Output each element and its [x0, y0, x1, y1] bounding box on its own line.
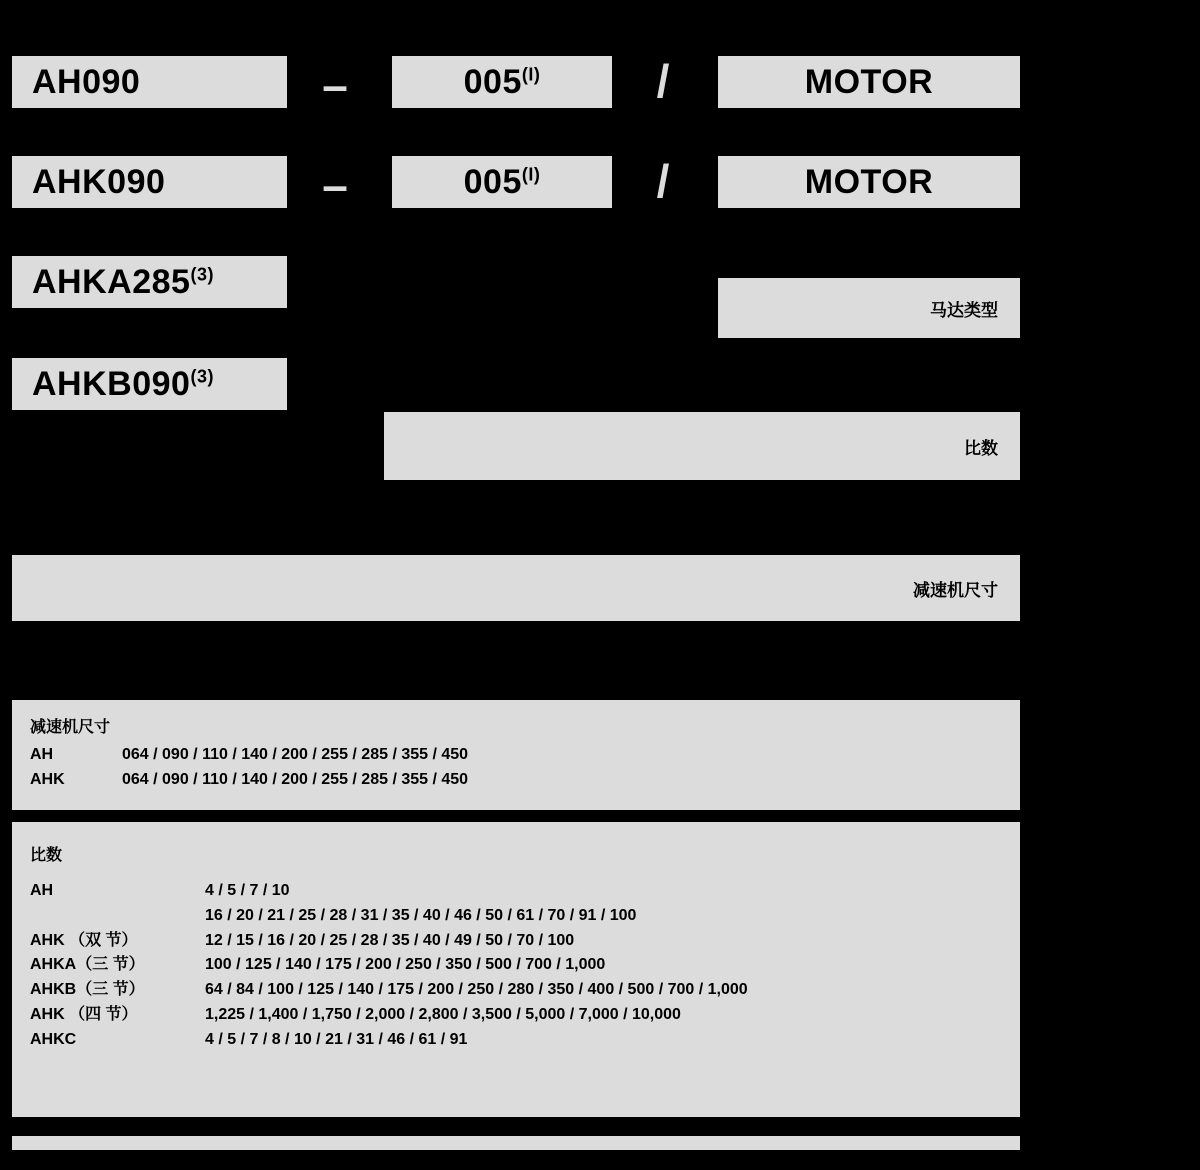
- bottom-divider: [12, 1136, 1020, 1150]
- legend-gearbox-size-key-1: AHK: [30, 770, 65, 788]
- motor-code-label-1: MOTOR: [804, 63, 934, 101]
- callout-gearbox-size-label: 减速机尺寸: [913, 580, 998, 600]
- legend-ratio-value-3: 100 / 125 / 140 / 175 / 200 / 250 / 350 / 500 / 700 / 1,000: [205, 956, 606, 974]
- callout-ratio: [384, 412, 1020, 480]
- model-code-label-2: AHK090: [32, 163, 166, 201]
- legend-ratio-key-3: AHKA（三 节）: [30, 956, 145, 974]
- model-code-label-3: AHKA285$^{(3)}$: [32, 263, 214, 301]
- separator-slash-2: /: [656, 155, 670, 207]
- legend-ratio-row: [30, 904, 1002, 929]
- model-code-box-2: [12, 156, 287, 208]
- legend-ratio-key-1: [30, 904, 205, 929]
- legend-gearbox-size-row: [30, 768, 1002, 793]
- ratio-code-label-2: $005^{(I)}$: [463, 163, 541, 201]
- ratio-code-box-2: [392, 156, 612, 208]
- model-code-box-4: [12, 358, 287, 410]
- ratio-code-box-1: [392, 56, 612, 108]
- legend-gearbox-size-value-1: 064 / 090 / 110 / 140 / 200 / 255 / 285 / 355 / 450: [122, 770, 469, 788]
- legend-ratio-key-5: AHK （四 节）: [30, 1005, 138, 1023]
- legend-gearbox-size-key-0: AH: [30, 746, 54, 763]
- legend-ratio-title: 比数: [30, 847, 63, 864]
- legend-gearbox-size-row: [30, 743, 1002, 768]
- legend-ratio-row: [30, 929, 1002, 954]
- legend-ratio-row: [30, 1028, 1002, 1053]
- callout-gearbox-size: [12, 555, 1020, 621]
- model-code-label-4: AHKB090$^{(3)}$: [32, 365, 214, 403]
- callout-ratio-label: 比数: [964, 438, 998, 458]
- separator-dash-1: –: [322, 59, 348, 111]
- legend-gearbox-size: [12, 700, 1020, 810]
- legend-ratio-row: [30, 879, 1002, 904]
- motor-code-box-2: [718, 156, 1020, 208]
- legend-ratio-row: [30, 1003, 1002, 1028]
- legend-ratio-key-6: AHKC: [30, 1030, 77, 1048]
- callout-motor-type-label: 马达类型: [930, 300, 998, 320]
- legend-gearbox-size-title: 减速机尺寸: [30, 719, 111, 736]
- legend-gearbox-size-value-0: 064 / 090 / 110 / 140 / 200 / 255 / 285 / 355 / 450: [122, 746, 469, 763]
- motor-code-label-2: MOTOR: [804, 163, 934, 201]
- model-code-box-3: [12, 256, 287, 308]
- motor-code-box-1: [718, 56, 1020, 108]
- legend-ratio-key-0: AH: [30, 882, 54, 899]
- legend-ratio-value-0: 4 / 5 / 7 / 10: [205, 882, 290, 899]
- separator-slash-1: /: [656, 55, 670, 107]
- separator-dash-2: –: [322, 159, 348, 211]
- legend-ratio-value-6: 4 / 5 / 7 / 8 / 10 / 21 / 31 / 46 / 61 / 91: [205, 1030, 468, 1048]
- legend-ratio-row: [30, 953, 1002, 978]
- legend-ratio-value-5: 1,225 / 1,400 / 1,750 / 2,000 / 2,800 / 3,500 / 5,000 / 7,000 / 10,000: [205, 1005, 681, 1023]
- model-code-label-1: AH090: [32, 63, 141, 101]
- legend-ratio-key-4: AHKB（三 节）: [30, 981, 145, 999]
- legend-ratio-row: [30, 978, 1002, 1003]
- legend-ratio-key-2: AHK （双 节）: [30, 931, 138, 949]
- model-code-box-1: [12, 56, 287, 108]
- legend-ratio-value-2: 12 / 15 / 16 / 20 / 25 / 28 / 35 / 40 / 49 / 50 / 70 / 100: [205, 931, 575, 949]
- legend-ratio-value-4: 64 / 84 / 100 / 125 / 140 / 175 / 200 / 250 / 280 / 350 / 400 / 500 / 700 / 1,000: [205, 981, 748, 999]
- legend-ratio-value-1: 16 / 20 / 21 / 25 / 28 / 31 / 35 / 40 / 46 / 50 / 61 / 70 / 91 / 100: [205, 906, 637, 924]
- ratio-code-label-1: $005^{(I)}$: [463, 63, 541, 101]
- legend-ratio: [12, 822, 1020, 1117]
- callout-motor-type: [718, 278, 1020, 338]
